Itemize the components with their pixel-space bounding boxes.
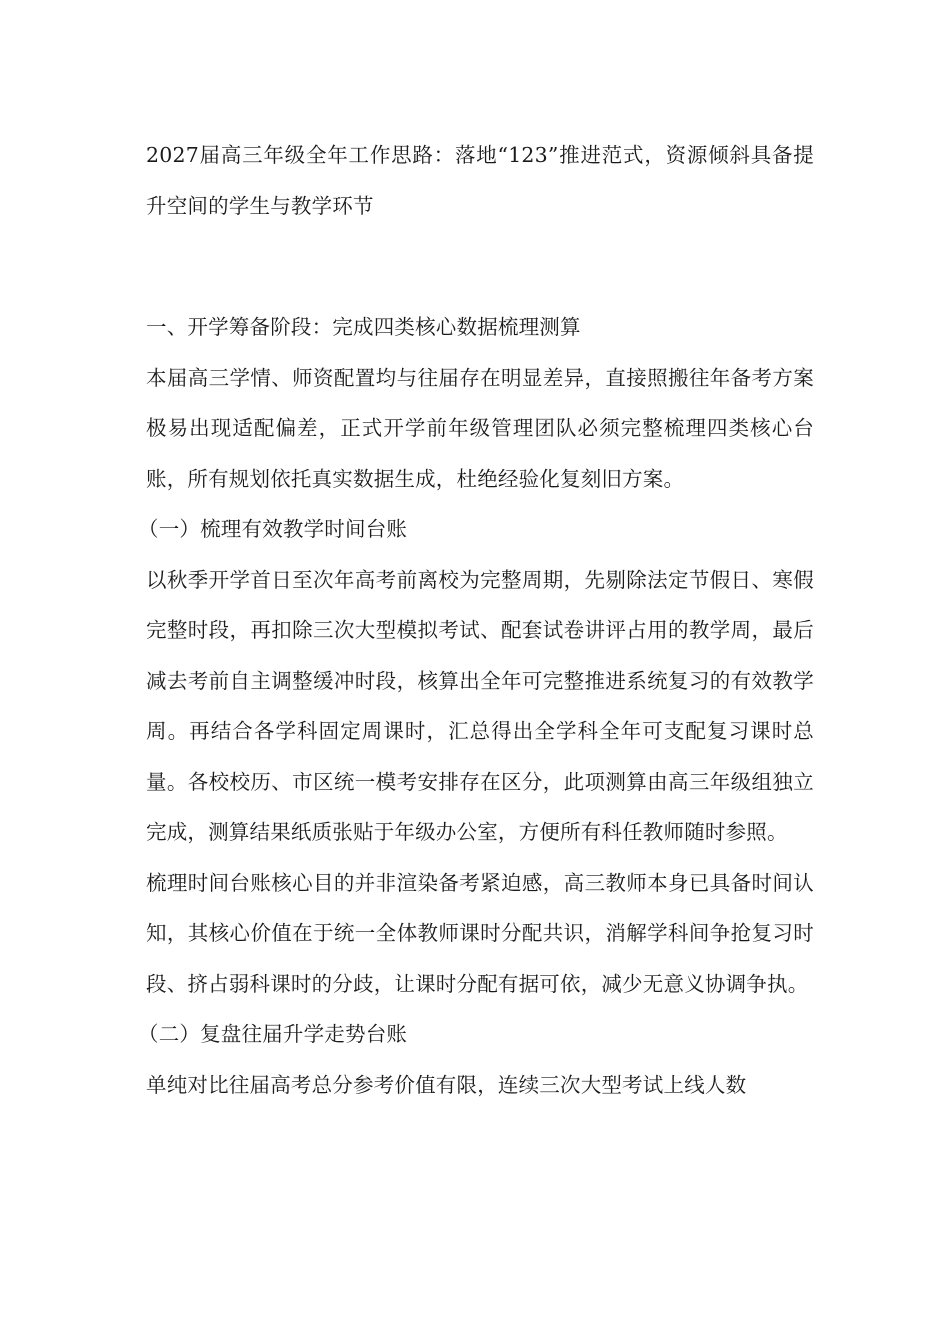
paragraph: 以秋季开学首日至次年高考前离校为完整周期，先剔除法定节假日、寒假完整时段，再扣除三次大型模拟考试、配套试卷讲评占用的教学周，最后减去考前自主调整缓冲时段，核算出全年可完整推进系统复习的有效教学周。再结合各学科固定周课时，汇总得出全学科全年可支配复习课时总量。各校校历、市区统一模考安排存在区分，此项测算由高三年级组独立完成，测算结果纸质张贴于年级办公室，方便所有科任教师随时参照。	[146, 567, 814, 844]
document-body	[138, 130, 814, 1110]
section-heading: 一、开学筹备阶段：完成四类核心数据梳理测算	[146, 315, 581, 339]
paragraph: 单纯对比往届高考总分参考价值有限，连续三次大型考试上线人数	[146, 1072, 747, 1097]
paragraph: 本届高三学情、师资配置均与往届存在明显差异，直接照搬往年备考方案极易出现适配偏差，正式开学前年级管理团队必须完整梳理四类核心台账，所有规划依托真实数据生成，杜绝经验化复刻旧方案。	[146, 365, 814, 491]
subsection-heading: （一）梳理有效教学时间台账	[138, 517, 408, 541]
paragraph: 梳理时间台账核心目的并非渲染备考紧迫感，高三教师本身已具备时间认知，其核心价值在于统一全体教师课时分配共识，消解学科间争抢复习时段、挤占弱科课时的分歧，让课时分配有据可依，减少无意义协调争执。	[146, 870, 814, 996]
document-title: 2027届高三年级全年工作思路：落地“123”推进范式，资源倾斜具备提升空间的学生与教学环节	[146, 143, 814, 218]
subsection-heading: （二）复盘往届升学走势台账	[138, 1022, 408, 1046]
